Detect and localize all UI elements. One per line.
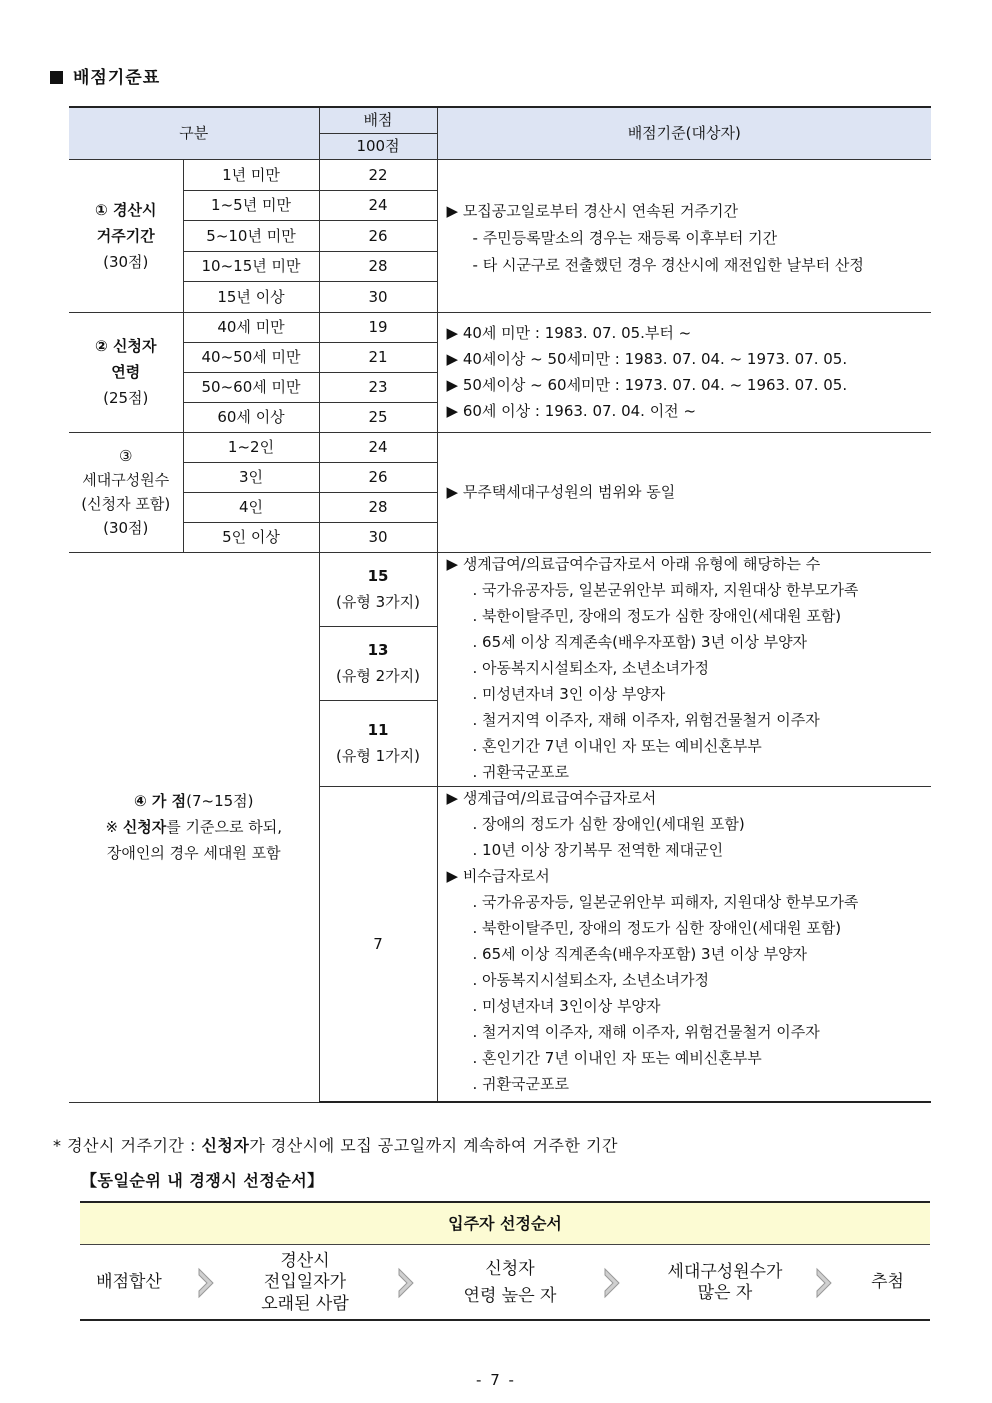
bonus-score: 15 (유형 3가지) [319, 552, 437, 626]
age-range: 50~60세 미만 [183, 372, 319, 402]
step-household-size: 세대구성원수가 많은 자 [667, 1261, 783, 1303]
household-score: 28 [319, 492, 437, 522]
household-range: 1~2인 [183, 432, 319, 462]
household-score: 26 [319, 462, 437, 492]
step-applicant-age: 신청자 연령 높은 자 [463, 1258, 557, 1306]
step-move-in-date: 경산시 전입일자가 오래된 사람 [261, 1251, 349, 1314]
age-score: 25 [319, 402, 437, 432]
bonus-score: 13 (유형 2가지) [319, 626, 437, 700]
age-score: 21 [319, 342, 437, 372]
selection-order-steps [80, 1245, 930, 1321]
bonus-label: ④ 가 점(7~15점) ※ 신청자를 기준으로 하되, 장애인의 경우 세대원 포함 [69, 552, 319, 1102]
household-score: 24 [319, 432, 437, 462]
residence-range: 15년 이상 [183, 281, 319, 312]
age-score: 19 [319, 312, 437, 342]
bonus-criteria-upper: ▶ 생계급여/의료급여수급자로서 아래 유형에 해당하는 수 . 국가유공자등, 일본군위안부 피해자, 지원대상 한부모가족 . 북한이탈주민, 장애의 정도가 심한 장애인(세대원 포함) . 65세 이상 직계존속(배우자포함) 3년 이상 부양자 . 아동복지시설퇴소자, 소년소녀가정 . 미성년자녀 3인 이상 부양자 . 철거지역 이주자, 재해 이주자, 위험건물철거 이주자 . 혼인기간 7년 이내인 자 또는 예비신혼부부 . 귀환국군포로 [437, 552, 931, 786]
age-score: 23 [319, 372, 437, 402]
household-score: 30 [319, 522, 437, 552]
household-label: ③ 세대구성원수 (신청자 포함) (30점) [69, 432, 183, 552]
household-range: 4인 [183, 492, 319, 522]
header-score: 배점 [319, 107, 437, 133]
bonus-score: 7 [319, 786, 437, 1102]
bonus-score: 11 (유형 1가지) [319, 700, 437, 786]
step-lottery: 추첨 [871, 1272, 904, 1293]
selection-order-header: 입주자 선정순서 [80, 1203, 930, 1245]
page-number: - 7 - [476, 1371, 516, 1389]
residence-range: 5~10년 미만 [183, 220, 319, 251]
residence-score: 24 [319, 190, 437, 220]
age-criteria: ▶ 40세 미만 : 1983. 07. 05.부터 ~ ▶ 40세이상 ~ 50세미만 : 1983. 07. 04. ~ 1973. 07. 05. ▶ 50세이상 ~ 60세미만 : 1973. 07. 04. ~ 1963. 07. 05. ▶ 60세 이상 : 1963. 07. 04. 이전 ~ [437, 312, 931, 432]
header-score-total: 100점 [319, 133, 437, 159]
residence-criteria: ▶ 모집공고일로부터 경산시 연속된 거주기간 - 주민등록말소의 경우는 재등록 이후부터 기간 - 타 시군구로 전출했던 경우 경산시에 재전입한 날부터 산정 [437, 159, 931, 312]
section-title: 배점기준표 [50, 63, 160, 88]
household-criteria: ▶ 무주택세대구성원의 범위와 동일 [437, 432, 931, 552]
chevron-right-icon [602, 1267, 622, 1299]
chevron-right-icon [396, 1267, 416, 1299]
residence-score: 22 [319, 159, 437, 190]
selection-order-table [80, 1201, 930, 1321]
household-range: 3인 [183, 462, 319, 492]
residence-score: 30 [319, 281, 437, 312]
residence-score: 26 [319, 220, 437, 251]
residence-label: ① 경산시 거주기간 (30점) [69, 159, 183, 312]
residence-score: 28 [319, 251, 437, 281]
chevron-right-icon [814, 1267, 834, 1299]
residence-range: 10~15년 미만 [183, 251, 319, 281]
residence-note: * 경산시 거주기간 : 신청자가 경산시에 모집 공고일까지 계속하여 거주한 기간 [53, 1136, 618, 1155]
scoring-table [69, 106, 931, 1103]
chevron-right-icon [196, 1267, 216, 1299]
header-criteria: 배점기준(대상자) [437, 107, 931, 159]
age-range: 40세 미만 [183, 312, 319, 342]
bonus-criteria-lower: ▶ 생계급여/의료급여수급자로서 . 장애의 정도가 심한 장애인(세대원 포함) . 10년 이상 장기복무 전역한 제대군인 ▶ 비수급자로서 . 국가유공자등, 일본군위안부 피해자, 지원대상 한부모가족 . 북한이탈주민, 장애의 정도가 심한 장애인(세대원 포함) . 65세 이상 직계존속(배우자포함) 3년 이상 부양자 . 아동복지시설퇴소자, 소년소녀가정 . 미성년자녀 3인이상 부양자 . 철거지역 이주자, 재해 이주자, 위험건물철거 이주자 . 혼인기간 7년 이내인 자 또는 예비신혼부부 . 귀환국군포로 [437, 786, 931, 1102]
header-category: 구분 [69, 107, 319, 159]
age-range: 40~50세 미만 [183, 342, 319, 372]
age-label: ② 신청자 연령 (25점) [69, 312, 183, 432]
residence-range: 1년 미만 [183, 159, 319, 190]
square-bullet-icon [50, 71, 63, 84]
step-score-sum: 배점합산 [96, 1272, 162, 1293]
residence-range: 1~5년 미만 [183, 190, 319, 220]
order-title: 【동일순위 내 경쟁시 선정순서】 [81, 1171, 324, 1190]
age-range: 60세 이상 [183, 402, 319, 432]
household-range: 5인 이상 [183, 522, 319, 552]
